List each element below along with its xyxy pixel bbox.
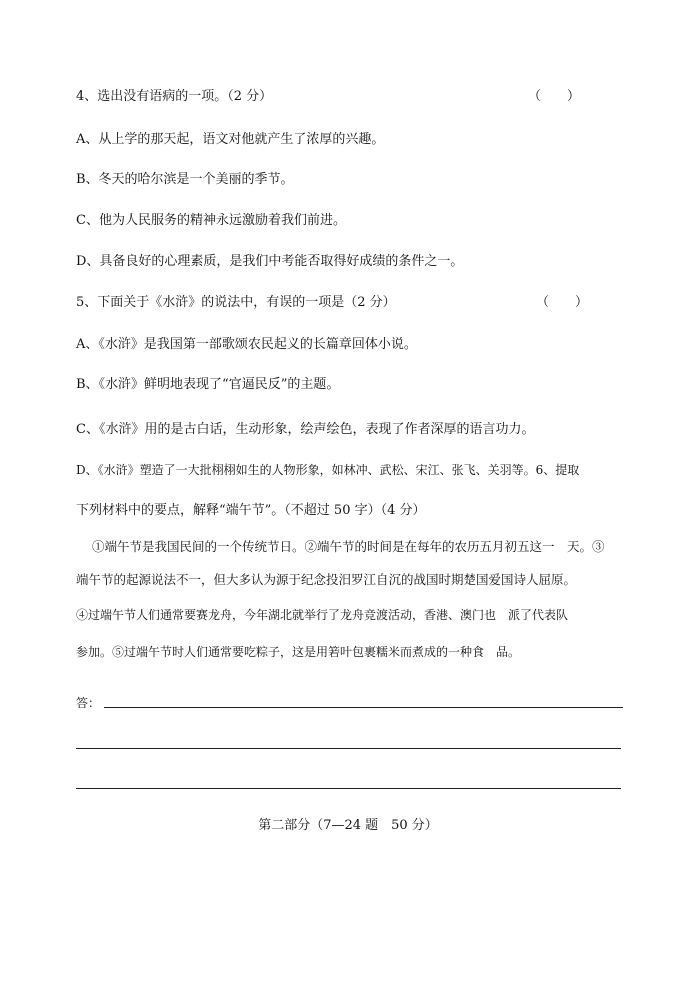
q5-option-a: A、《水浒》是我国第一部歌颂农民起义的长篇章回体小说。 bbox=[76, 337, 417, 352]
q5-option-c: C、《水浒》用的是古白话，生动形象，绘声绘色，表现了作者深厚的语言功力。 bbox=[76, 422, 535, 437]
q6-passage-line-3: ④过端午节人们通常要赛龙舟，今年湖北就举行了龙舟竞渡活动，香港、澳门也 派了代表队 bbox=[76, 608, 569, 622]
q6-passage-line-1: ①端午节是我国民间的一个传统节日。②端午节的时间是在每年的农历五月初五这一 天。③ bbox=[92, 539, 605, 554]
q5-stem: 5、下面关于《水浒》的说法中，有误的一项是（2 分） bbox=[76, 295, 396, 310]
answer-line-1[interactable] bbox=[104, 707, 623, 708]
answer-line-2[interactable] bbox=[76, 748, 621, 749]
section-title: 第二部分（7—24 题 50 分） bbox=[258, 818, 438, 833]
answer-line-3[interactable] bbox=[76, 788, 621, 789]
q4-option-a: A、从上学的那天起，语文对他就产生了浓厚的兴趣。 bbox=[76, 132, 385, 147]
answer-label: 答： bbox=[76, 696, 101, 710]
q4-answer-bracket: （ ） bbox=[528, 89, 581, 104]
q6-passage-line-4: 参加。⑤过端午节时人们通常要吃粽子，这是用箬叶包裹糯米而煮成的一种食 品。 bbox=[76, 645, 521, 659]
q4-stem: 4、选出没有语病的一项。（2 分） bbox=[76, 89, 273, 104]
q4-option-c: C、他为人民服务的精神永远激励着我们前进。 bbox=[76, 213, 346, 228]
q6-passage-line-2: 端午节的起源说法不一，但大多认为源于纪念投汨罗江自沉的战国时期楚国爱国诗人屈原。 bbox=[76, 572, 577, 587]
q4-option-d: D、具备良好的心理素质，是我们中考能否取得好成绩的条件之一。 bbox=[76, 254, 464, 269]
q5-option-b: B、《水浒》鲜明地表现了“官逼民反”的主题。 bbox=[76, 377, 340, 392]
q6-stem: 下列材料中的要点，解释“端午节”。（不超过 50 字）（4 分） bbox=[76, 503, 426, 518]
q4-option-b: B、冬天的哈尔滨是一个美丽的季节。 bbox=[76, 172, 294, 187]
q5-option-d: D、《水浒》塑造了一大批栩栩如生的人物形象，如林冲、武松、宋江、张飞、关羽等。6、提取 bbox=[76, 463, 580, 477]
q5-answer-bracket: （ ） bbox=[536, 295, 589, 310]
